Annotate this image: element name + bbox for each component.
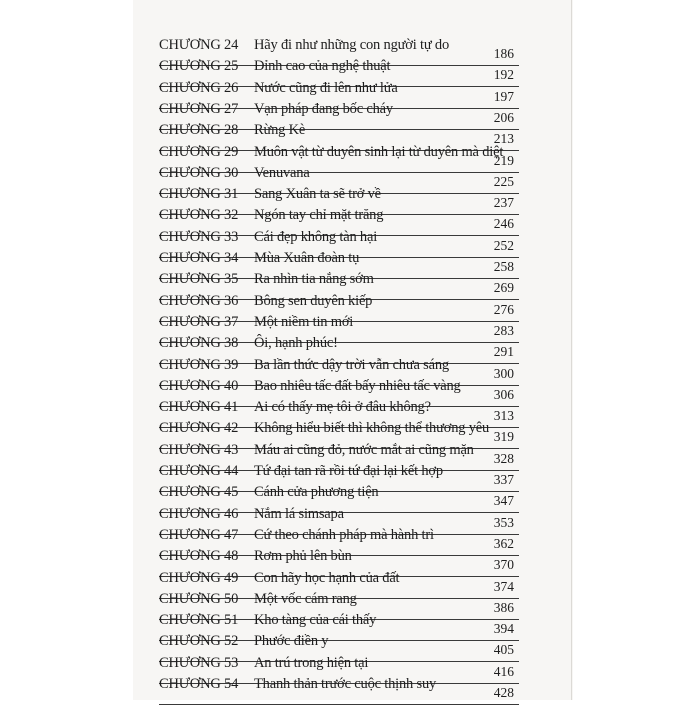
- page-number: 186: [493, 46, 514, 61]
- page-number: 428: [493, 685, 514, 700]
- page-number: 362: [493, 535, 514, 551]
- chapter-number: CHƯƠNG 43: [159, 441, 239, 458]
- chapter-number: CHƯƠNG 46: [159, 505, 239, 522]
- chapter-title: Bông sen duyên kiếp: [254, 292, 373, 309]
- page-number: 213: [493, 131, 514, 147]
- page-number: 306: [493, 386, 514, 402]
- chapter-number: CHƯƠNG 52: [159, 633, 239, 650]
- chapter-number: CHƯƠNG 38: [159, 335, 239, 352]
- toc-entry: [0, 292, 700, 317]
- page-number: 192: [493, 67, 514, 83]
- page-number: 337: [493, 472, 514, 487]
- page-number: 319: [493, 429, 514, 445]
- page-number: 405: [493, 642, 514, 658]
- chapter-title: Đỉnh cao của nghệ thuật: [254, 58, 391, 75]
- toc-entry: [0, 654, 700, 679]
- page-number: 225: [493, 173, 514, 189]
- page-number: 394: [493, 621, 514, 637]
- toc-entry: [0, 419, 700, 445]
- chapter-number: CHƯƠNG 35: [159, 271, 239, 288]
- chapter-title: Ra nhìn tia nắng sớm: [254, 271, 374, 288]
- chapter-title: Không hiểu biết thì không thể thương yêu: [254, 420, 490, 437]
- chapter-number: CHƯƠNG 27: [159, 100, 239, 117]
- chapter-title: Tứ đại tan rã rồi tứ đại lại kết hợp: [254, 463, 443, 479]
- chapter-title: Muôn vật từ duyên sinh lại từ duyên mà diệt: [254, 143, 504, 160]
- chapter-title: Nắm lá simsapa: [254, 505, 344, 522]
- toc-entry: [0, 632, 700, 658]
- toc-entry: [0, 675, 700, 700]
- chapter-title: Ôi, hạnh phúc!: [254, 335, 338, 352]
- toc-entry: [0, 143, 700, 168]
- chapter-number: CHƯƠNG 49: [159, 569, 239, 586]
- toc-entry: [0, 36, 700, 61]
- chapter-number: CHƯƠNG 30: [159, 164, 239, 181]
- chapter-number: CHƯƠNG 45: [159, 484, 239, 501]
- toc-entry: [0, 334, 700, 360]
- chapter-number: CHƯƠNG 54: [159, 676, 239, 692]
- page-number: 206: [493, 109, 514, 125]
- toc-entry: [0, 79, 700, 104]
- toc-entry: [0, 590, 700, 615]
- chapter-number: CHƯƠNG 41: [159, 399, 239, 416]
- chapter-title: Cánh cửa phương tiện: [254, 484, 379, 501]
- chapter-title: Ngón tay chỉ mặt trăng: [254, 207, 384, 224]
- chapter-title: Sang Xuân ta sẽ trở về: [254, 186, 381, 203]
- toc-entry: [0, 356, 700, 381]
- toc-entry: [0, 505, 700, 530]
- chapter-number: CHƯƠNG 28: [159, 122, 239, 139]
- page-number: 258: [493, 259, 514, 274]
- toc-entry: [0, 547, 700, 573]
- page-number: 291: [493, 344, 514, 360]
- chapter-number: CHƯƠNG 34: [159, 250, 239, 266]
- page-number: 219: [493, 152, 514, 168]
- chapter-title: Cứ theo chánh pháp mà hành trì: [254, 526, 434, 543]
- toc-entry: [0, 483, 700, 509]
- toc-entry: [0, 569, 700, 594]
- toc-entry: [0, 462, 700, 487]
- chapter-number: CHƯƠNG 24: [159, 37, 239, 53]
- chapter-title: Cái đẹp không tàn hại: [254, 228, 378, 245]
- chapter-number: CHƯƠNG 29: [159, 143, 239, 160]
- toc-entry: [0, 526, 700, 551]
- toc-entry: [0, 164, 700, 189]
- chapter-title: Phước điền y: [254, 633, 329, 650]
- page-number: 300: [493, 365, 514, 381]
- chapter-number: CHƯƠNG 32: [159, 207, 239, 224]
- toc-entry: [0, 398, 700, 424]
- toc-entry: [0, 57, 700, 83]
- chapter-number: CHƯƠNG 40: [159, 377, 239, 394]
- page-number: 374: [493, 578, 514, 594]
- toc-entry: [0, 185, 700, 211]
- page-number: 370: [493, 557, 514, 573]
- chapter-title: Kho tàng của cái thấy: [254, 612, 377, 629]
- chapter-title: Thanh thản trước cuộc thịnh suy: [254, 676, 437, 692]
- chapter-number: CHƯƠNG 50: [159, 590, 239, 607]
- chapter-number: CHƯƠNG 51: [159, 612, 239, 629]
- chapter-title: Rơm phủ lên bùn: [254, 548, 352, 565]
- page-number: 353: [493, 514, 514, 530]
- page-number: 269: [493, 280, 514, 296]
- toc-entry: [0, 441, 700, 466]
- chapter-title: Bao nhiêu tấc đất bấy nhiêu tấc vàng: [254, 377, 461, 394]
- toc-entry: [0, 377, 700, 402]
- chapter-title: Rừng Kè: [254, 122, 306, 139]
- chapter-title: Con hãy học hạnh của đất: [254, 569, 400, 586]
- chapter-number: CHƯƠNG 48: [159, 548, 239, 565]
- chapter-number: CHƯƠNG 31: [159, 186, 239, 203]
- chapter-title: Máu ai cũng đỏ, nước mắt ai cũng mặn: [254, 441, 474, 458]
- page-number: 416: [493, 663, 514, 679]
- chapter-number: CHƯƠNG 53: [159, 654, 239, 671]
- chapter-number: CHƯƠNG 25: [159, 58, 239, 75]
- chapter-title: Ai có thấy mẹ tôi ở đâu không?: [254, 399, 431, 416]
- page-number: 252: [493, 237, 514, 253]
- page-number: 246: [493, 216, 514, 232]
- page-number: 386: [493, 599, 514, 615]
- chapter-title: Một vốc cám rang: [254, 590, 357, 607]
- toc-entry: [0, 313, 700, 338]
- toc-entry: [0, 228, 700, 253]
- chapter-title: Venuvana: [254, 164, 310, 181]
- chapter-number: CHƯƠNG 37: [159, 313, 239, 330]
- chapter-title: An trú trong hiện tại: [254, 654, 369, 671]
- chapter-title: Hãy đi như những con người tự do: [254, 37, 450, 53]
- toc-entry: [0, 121, 700, 147]
- page-number: 197: [493, 88, 514, 104]
- page-number: 347: [493, 493, 514, 509]
- chapter-title: Một niềm tin mới: [254, 313, 354, 330]
- page-number: 328: [493, 450, 514, 466]
- chapter-number: CHƯƠNG 26: [159, 79, 239, 96]
- chapter-number: CHƯƠNG 44: [159, 463, 239, 479]
- toc-entry: [0, 100, 700, 125]
- page-number: 276: [493, 301, 514, 317]
- chapter-number: CHƯƠNG 39: [159, 356, 239, 373]
- toc-entry: [0, 206, 700, 232]
- page-number: 313: [493, 408, 514, 424]
- chapter-title: Mùa Xuân đoàn tụ: [254, 250, 360, 266]
- toc-entry: [0, 270, 700, 296]
- chapter-title: Nước cũng đi lên như lửa: [254, 79, 398, 96]
- page-number: 237: [493, 195, 514, 211]
- chapter-number: CHƯƠNG 42: [159, 420, 239, 437]
- chapter-number: CHƯƠNG 47: [159, 526, 239, 543]
- chapter-title: Ba lần thức dậy trời vẫn chưa sáng: [254, 356, 449, 373]
- chapter-number: CHƯƠNG 36: [159, 292, 239, 309]
- page-number: 283: [493, 322, 514, 338]
- chapter-title: Vạn pháp đang bốc cháy: [254, 100, 393, 117]
- toc-entry: [0, 249, 700, 274]
- toc-entry: [0, 611, 700, 637]
- chapter-number: CHƯƠNG 33: [159, 228, 239, 245]
